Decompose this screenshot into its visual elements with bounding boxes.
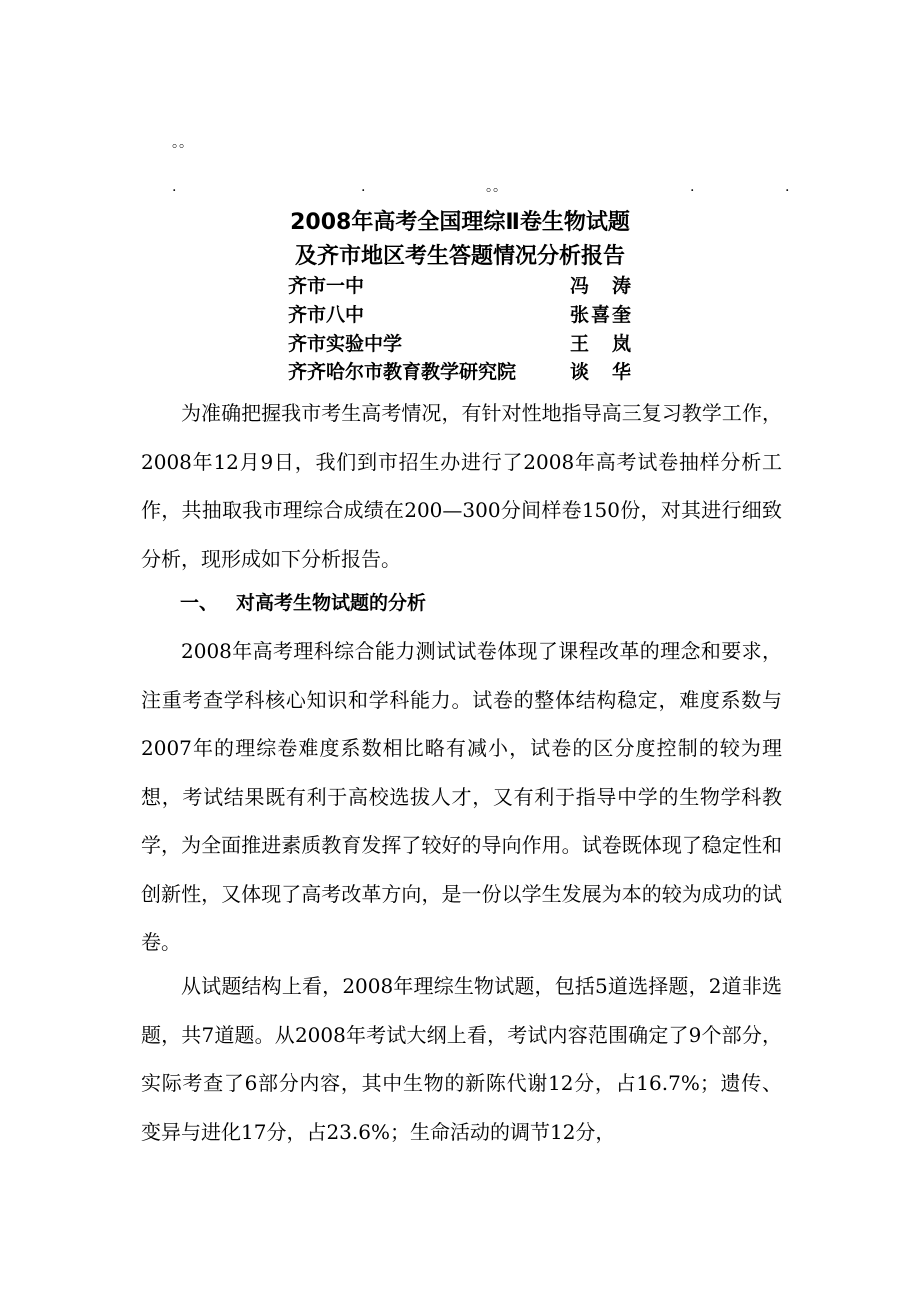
author-school: 齐齐哈尔市教育教学研究院 <box>288 361 517 383</box>
section-number: 一、 <box>180 592 219 614</box>
body-paragraph: 从试题结构上看，2008年理综生物试题，包括5道选择题，2道非选题，共7道题。从2008年考试大纲上看，考试内容范围确定了9个部分，实际考查了6部分内容，其中生物的新陈代谢12分，占16.7%；遗传、变异与进化17分，占23.6%；生命活动的调节12分， <box>141 974 782 1144</box>
author-row <box>288 271 648 301</box>
document-title: 2008年高考全国理综Ⅱ卷生物试题 <box>290 210 630 235</box>
stray-mark: . <box>690 179 695 195</box>
body-paragraph: 2008年高考理科综合能力测试试卷体现了课程改革的理念和要求，注重考查学科核心知识和学科能力。试卷的整体结构稳定，难度系数与2007年的理综卷难度系数相比略有减小，试卷的区分度控制的较为理想，考试结果既有利于高校选拔人才，又有利于指导中学的生物学科教学，为全面推进素质教育发挥了较好的导向作用。试卷既体现了稳定性和创新性，又体现了高考改革方向，是一份以学生发展为本的较为成功的试卷。 <box>141 639 782 954</box>
author-name: 谈 华 <box>570 361 634 383</box>
author-school: 齐市八中 <box>288 304 365 326</box>
stray-mark-top: 。。 <box>172 135 193 151</box>
author-name: 王 岚 <box>570 333 634 355</box>
stray-mark: . <box>172 179 177 195</box>
author-name: 冯 涛 <box>570 275 634 297</box>
stray-mark: . <box>361 179 366 195</box>
stray-mark: 。。 <box>486 179 507 195</box>
author-row <box>288 300 648 330</box>
section-heading <box>180 585 426 621</box>
author-school: 齐市一中 <box>288 275 365 297</box>
author-row <box>288 329 648 359</box>
section-title: 对高考生物试题的分析 <box>236 592 427 614</box>
document-subtitle: 及齐市地区考生答题情况分析报告 <box>294 244 625 269</box>
author-row <box>288 357 648 387</box>
intro-paragraph: 为准确把握我市考生高考情况，有针对性地指导高三复习教学工作，2008年12月9日，我们到市招生办进行了2008年高考试卷抽样分析工作，共抽取我市理综合成绩在200—300分间样卷150份，对其进行细致分析，现形成如下分析报告。 <box>141 401 782 571</box>
stray-mark: . <box>785 179 790 195</box>
author-name: 张喜奎 <box>570 304 634 326</box>
author-school: 齐市实验中学 <box>288 333 403 355</box>
